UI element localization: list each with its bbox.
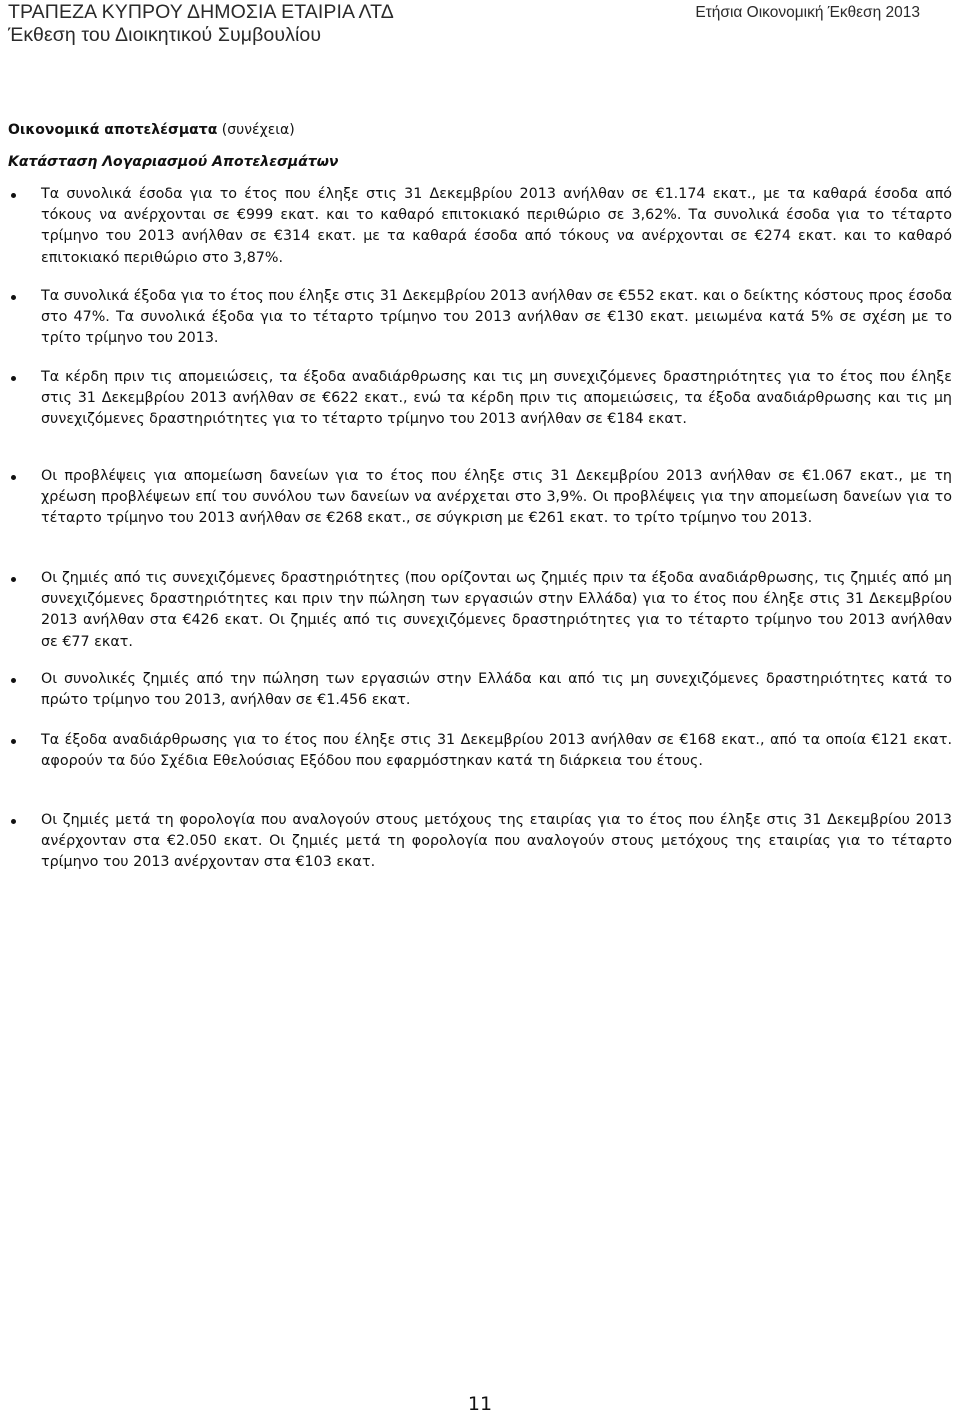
- bullet-text: Οι ζημιές μετά τη φορολογία που αναλογούν στους μετόχους της εταιρίας για το έτος που έληξε στις 31 Δεκεμβρίου 2013 ανέρχονταν στα €2.050 εκατ. Οι ζημιές μετά τη φορολογία που αναλογούν στους μετόχους της εταιρίας για το τέταρτο τρίμηνο του 2013 ανέρχονταν στα €103 εκατ.: [41, 812, 952, 871]
- bullet-item: [41, 810, 952, 874]
- bullet-dot: [11, 376, 16, 381]
- bullet-text: Οι ζημιές από τις συνεχιζόμενες δραστηριότητες (που ορίζονται ως ζημιές πριν τα έξοδα αναδιάρθρωσης, τις ζημιές από μη συνεχιζόμενες δραστηριότητες και πριν την πώληση των εργασιών στην Ελλάδα) για το έτος που έληξε στις 31 Δεκεμβρίου 2013 ανήλθαν στα €426 εκατ. Οι ζημιές από τις συνεχιζόμενες δραστηριότητες για το τέταρτο τρίμηνο του 2013 ανήλθαν σε €77 εκατ.: [41, 570, 952, 650]
- bullet-text: Οι προβλέψεις για απομείωση δανείων για το έτος που έληξε στις 31 Δεκεμβρίου 2013 ανήλθαν σε €1.067 εκατ., με τη χρέωση προβλέψεων επί του συνόλου των δανείων να ανέρχεται στο 3,9%. Οι προβλέψεις για την απομείωση δανείων για το τέταρτο τρίμηνο του 2013 ανήλθαν σε €268 εκατ., σε σύγκριση με €261 εκατ. το τρίτο τρίμηνο του 2013.: [41, 468, 952, 527]
- section-title-text: Οικονομικά αποτελέσματα: [8, 122, 218, 138]
- bullet-text: Τα συνολικά έσοδα για το έτος που έληξε στις 31 Δεκεμβρίου 2013 ανήλθαν σε €1.174 εκατ., με τα καθαρά έσοδα από τόκους να ανέρχονται σε €999 εκατ. και το καθαρό επιτοκιακό περιθώριο σε 3,62%. Τα συνολικά έσοδα για το τέταρτο τρίμηνο του 2013 ανήλθαν σε €314 εκατ. με τα καθαρά έσοδα από τόκους να ανέρχονται σε €274 εκατ. και το καθαρό επιτοκιακό περιθώριο στο 3,87%.: [41, 186, 952, 266]
- bullet-dot: [11, 819, 16, 824]
- bullet-text: Τα συνολικά έξοδα για το έτος που έληξε στις 31 Δεκεμβρίου 2013 ανήλθαν σε €552 εκατ. και ο δείκτης κόστους προς έσοδα στο 47%. Τα συνολικά έξοδα για το τέταρτο τρίμηνο του 2013 ανήλθαν σε €130 εκατ. μειωμένα κατά 5% σε σχέση με το τρίτο τρίμηνο του 2013.: [41, 288, 952, 347]
- bullet-text: Οι συνολικές ζημιές από την πώληση των εργασιών στην Ελλάδα και από τις μη συνεχιζόμενες δραστηριότητες κατά το πρώτο τρίμηνο του 2013, ανήλθαν σε €1.456 εκατ.: [41, 671, 952, 709]
- annual-report-title: Ετήσια Οικονομική Έκθεση 2013: [695, 4, 920, 21]
- header-left: [8, 1, 394, 47]
- bullet-dot: [11, 193, 16, 198]
- section-title: [8, 121, 295, 139]
- bullet-dot: [11, 475, 16, 480]
- bullet-item: [41, 730, 952, 772]
- bullet-item: [41, 466, 952, 530]
- bullet-item: [41, 568, 952, 653]
- bullet-item: [41, 286, 952, 350]
- company-name: ΤΡΑΠΕΖΑ ΚΥΠΡΟΥ ΔΗΜΟΣΙΑ ΕΤΑΙΡΙΑ ΛΤΔ: [8, 1, 394, 23]
- section-continued: (συνέχεια): [217, 122, 295, 138]
- bullet-item: [41, 669, 952, 711]
- bullet-dot: [11, 295, 16, 300]
- bullet-dot: [11, 577, 16, 582]
- bullet-dot: [11, 739, 16, 744]
- bullet-text: Τα κέρδη πριν τις απομειώσεις, τα έξοδα αναδιάρθρωσης και τις μη συνεχιζόμενες δραστηριότητες για το έτος που έληξε στις 31 Δεκεμβρίου 2013 ανήλθαν σε €622 εκατ., ενώ τα κέρδη πριν τις απομειώσεις, τα έξοδα αναδιάρθρωσης και τις μη συνεχιζόμενες δραστηριότητες για το τέταρτο τρίμηνο του 2013 ανήλθαν σε €184 εκατ.: [41, 369, 952, 428]
- page-header: [0, 0, 960, 48]
- bullet-dot: [11, 678, 16, 683]
- report-name: Έκθεση του Διοικητικού Συμβουλίου: [8, 24, 322, 46]
- bullet-item: [41, 367, 952, 431]
- bullet-item: [41, 184, 952, 269]
- section-subtitle: Κατάσταση Λογαριασμού Αποτελεσμάτων: [8, 154, 339, 170]
- bullet-text: Τα έξοδα αναδιάρθρωσης για το έτος που έληξε στις 31 Δεκεμβρίου 2013 ανήλθαν σε €168 εκατ., από τα οποία €121 εκατ. αφορούν τα δύο Σχέδια Εθελούσιας Εξόδου που εφαρμόστηκαν κατά τη διάρκεια του έτους.: [41, 732, 952, 770]
- page-number: 11: [467, 1393, 493, 1415]
